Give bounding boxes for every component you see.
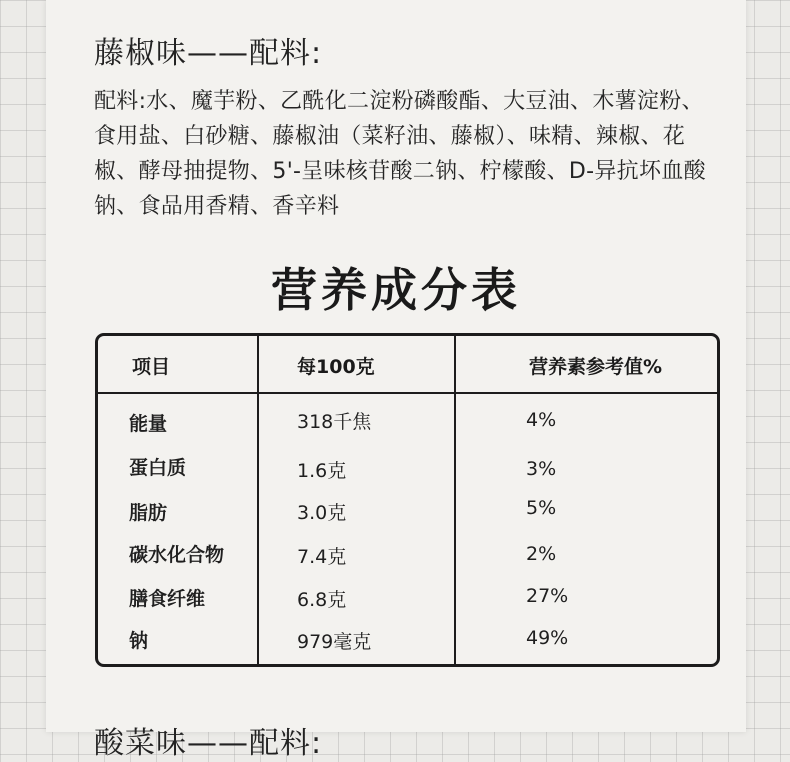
table-row-item: 膳食纤维	[129, 588, 206, 610]
table-row-nrv: 49%	[526, 627, 569, 649]
header-nrv: 营养素参考值%	[529, 356, 663, 378]
table-row-per100g: 318千焦	[297, 411, 372, 433]
table-row-per100g: 979毫克	[297, 631, 372, 653]
nutrition-table-title: 营养成分表	[271, 263, 521, 317]
table-row-per100g: 6.8克	[297, 589, 347, 611]
table-row-nrv: 3%	[526, 458, 557, 480]
table-row-item: 碳水化合物	[129, 544, 225, 566]
ingredients-text: 配料:水、魔芋粉、乙酰化二淀粉磷酸酯、大豆油、木薯淀粉、食用盐、白砂糖、藤椒油（菜籽油、藤椒）、味精、辣椒、花椒、酵母抽提物、5'-呈味核苷酸二钠、柠檬酸、D-异抗坏血酸钠、食品用香精、香辛料	[94, 89, 706, 219]
table-row-per100g: 7.4克	[297, 546, 347, 568]
label-card	[46, 0, 746, 761]
column-divider	[257, 336, 259, 664]
table-row-nrv: 27%	[526, 585, 569, 607]
header-divider	[98, 392, 717, 394]
section-title: 藤椒味——配料:	[94, 36, 323, 71]
table-row-per100g: 1.6克	[297, 460, 347, 482]
table-row-item: 蛋白质	[129, 457, 187, 479]
header-per100g: 每100克	[297, 356, 375, 378]
table-row-nrv: 4%	[526, 409, 557, 431]
table-row-nrv: 5%	[526, 497, 557, 519]
nutrition-table	[95, 333, 720, 667]
next-section-title: 酸菜味——配料:	[94, 726, 323, 761]
table-row-nrv: 2%	[526, 543, 557, 565]
table-row-per100g: 3.0克	[297, 502, 347, 524]
table-row-item: 脂肪	[129, 502, 168, 524]
header-item: 项目	[132, 356, 171, 378]
table-row-item: 钠	[129, 630, 149, 652]
column-divider	[454, 336, 456, 664]
table-row-item: 能量	[129, 413, 168, 435]
